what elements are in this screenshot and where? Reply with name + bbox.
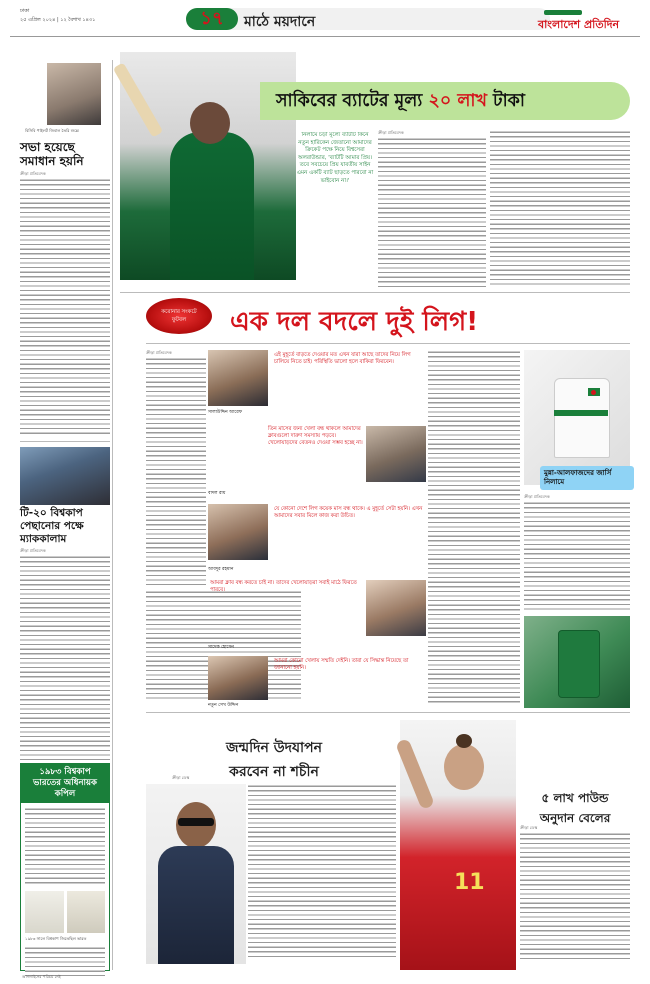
player-shirt — [158, 846, 234, 964]
section-rule — [146, 712, 630, 713]
quote-row — [208, 504, 426, 576]
photo-caption: ১৯৮৩ সালে বিশ্বকাপ জিতেছিল ভারত — [25, 936, 87, 941]
byline: ক্রীড়া প্রতিবেদক — [20, 548, 46, 553]
speaker-name: আবদুর রহমান — [208, 567, 234, 572]
bale-headline — [520, 790, 630, 830]
date-line-city: ঢাকা — [20, 8, 30, 14]
player-thumbnail — [25, 891, 64, 933]
covid-badge — [146, 298, 212, 334]
covid-headline: এক দল বদলে দুই লিগ! — [230, 307, 479, 337]
quote-row — [208, 656, 426, 706]
headline-line: অনুদান বেলের — [539, 811, 611, 825]
speaker-name: নতুন সেখ উদ্দিন — [208, 703, 239, 708]
shirt-number: 11 — [454, 870, 485, 895]
article-body — [25, 807, 105, 887]
player-head — [444, 744, 484, 790]
official-photo — [47, 63, 101, 125]
speaker-name: বাদল রায় — [208, 491, 226, 496]
cricket-bat — [113, 62, 163, 137]
speaker-name: সালাউদ্দিন আরেফ — [208, 410, 242, 415]
byline: ক্রীড়া ডেস্ক — [520, 825, 538, 830]
headline-meeting: সভা হয়েছে সমাধান হয়নি — [20, 140, 84, 168]
jersey-flag-dot — [591, 390, 596, 395]
jersey-photo-2 — [524, 616, 630, 708]
article-body — [25, 946, 105, 976]
player-head — [190, 102, 230, 144]
badge-line: করোনার সংকটে — [161, 309, 197, 315]
headline-line: করবেন না শচীন — [229, 764, 319, 780]
jersey-shape — [554, 378, 610, 458]
section-bar — [186, 8, 550, 30]
page-number: ১৭ — [186, 8, 238, 30]
kapil-photo — [25, 891, 105, 933]
article-body — [146, 357, 206, 587]
speaker-name: সাদেক হোসেন — [208, 645, 234, 650]
byline: ক্রীড়া ডেস্ক — [172, 775, 190, 780]
headline-text: সাকিবের ব্যাটের মূল্য — [276, 91, 423, 111]
speaker-quote: আমরা কোনো খেলায় সম্মতি দেইনি। তারা যে সিদ্ধান্ত নিয়েছে তা জানানো হয়নি। — [274, 658, 409, 671]
sunglasses — [178, 818, 214, 826]
article-body — [20, 555, 110, 760]
article-body — [524, 501, 630, 613]
headline-line: ৫ লাখ পাউন্ড — [541, 791, 609, 805]
section-title: মাঠে ময়দানে — [244, 14, 316, 30]
speaker-photo — [208, 656, 268, 700]
jersey-caption: মুন্না-আলফাজদের জার্সি নিলামে — [540, 466, 634, 490]
masthead — [0, 0, 650, 48]
speaker-quote: এই মুহূর্তে বাড়তে দেওয়ার মত এখন যারা আছে তাদের নিয়ে লিগ চালিয়ে নিতে চাই। পরিস্থিতি ভালো হলে বাকিরা ফিরবেন। — [274, 352, 411, 365]
byline: ক্রীড়া প্রতিবেদক — [378, 130, 404, 135]
mccullum-photo — [20, 447, 110, 505]
quote-row — [208, 580, 426, 652]
left-column-rule — [112, 60, 113, 970]
speaker-quote: তিন মাসের জন্য খেলা বন্ধ থাকলে আমাদের ক্লাবগুলো দারুণ সমস্যায় পড়বে। খেলোয়াড়দের বেতনও দেওয়া সম্ভব হচ্ছে না। — [268, 426, 363, 446]
logo-text: বাংলাদেশ প্রতিদিন — [538, 18, 620, 31]
masthead-rule — [10, 36, 640, 37]
speaker-photo — [208, 504, 268, 560]
player-jersey — [170, 132, 254, 280]
kapil-box — [20, 763, 110, 971]
date-line: ২৫ এপ্রিল ২০২৪ | ১২ বৈশাখ ১৪৩১ — [20, 17, 96, 23]
headline-amount: ২০ লাখ — [428, 91, 487, 111]
byline: ক্রীড়া প্রতিবেদক — [20, 171, 46, 176]
jersey-stripe — [554, 410, 608, 416]
speaker-photo — [366, 580, 426, 636]
raised-arm — [395, 738, 435, 810]
badge-line: ফুটবল — [171, 317, 187, 323]
quote-row — [208, 350, 426, 422]
headline-text: টাকা — [493, 91, 525, 111]
column-divider — [20, 441, 110, 442]
player-thumbnail — [67, 891, 106, 933]
site-logo — [538, 10, 628, 35]
byline: ক্রীড়া প্রতিবেদক — [524, 494, 550, 499]
date-block — [20, 8, 170, 25]
byline: ক্রীড়া প্রতিবেদক — [146, 350, 172, 355]
article-body — [520, 832, 630, 960]
article-body — [428, 350, 520, 705]
article-body — [378, 137, 486, 287]
logo-mark — [544, 10, 582, 15]
player-bun — [456, 734, 472, 748]
speaker-photo — [366, 426, 426, 482]
article-body — [248, 784, 396, 960]
section-rule — [120, 292, 630, 293]
headline-underline — [146, 343, 630, 344]
article-body — [20, 178, 110, 436]
headline-kapil: ১৯৮৩ বিশ্বকাপ ভারতের অধিনায়ক কপিল — [21, 764, 109, 803]
bale-photo — [400, 720, 516, 970]
jersey-photo — [524, 350, 630, 485]
page-footer: আনলাইনের পরিচয় নেই — [22, 974, 61, 979]
speaker-quote: আমরা ক্লাব বন্ধ করতে চাই না। তাদের খেলোয়াড়রা সবাই মাঠে ফিরতে পারবে। — [210, 580, 357, 593]
shakib-headline — [276, 88, 636, 117]
sachin-photo — [146, 784, 246, 964]
shakib-quote: নিলামে চড়া মূল্যে ব্যাটটি কিনে নতুন হারিকেন জেতানো আমাদের ক্রিকেট পক্ষে নিয়ে বিশ্বসেরা অলরাউন্ডার, 'ব্যাটটি আমার প্রিয়। তবে সবচেয়ে প্রিয় যাবতীয় সাইন এমন একটি ব্যাট ছাড়তে পারবো না ভাইবোন না।' — [296, 132, 374, 184]
quote-row — [208, 426, 426, 498]
headline-line: জন্মদিন উদযাপন — [226, 740, 322, 756]
headline-mccullum: টি-২০ বিশ্বকাপ পেছানোর পক্ষে ম্যাককালাম — [20, 507, 84, 545]
jersey-shape — [558, 630, 600, 698]
article-body — [490, 130, 630, 287]
speaker-photo — [208, 350, 268, 406]
photo-caption: বিসিবি পাইলট জিবাল তৈরি শুল্লে — [25, 128, 79, 133]
speaker-quote: যে কোনো দেশে লিগ কয়েক মাস বন্ধ থাকে। এ মুহূর্তে সেটা হয়নি। এখন আমাদের সবার মিলে কাজ করা উচিত। — [274, 506, 423, 519]
